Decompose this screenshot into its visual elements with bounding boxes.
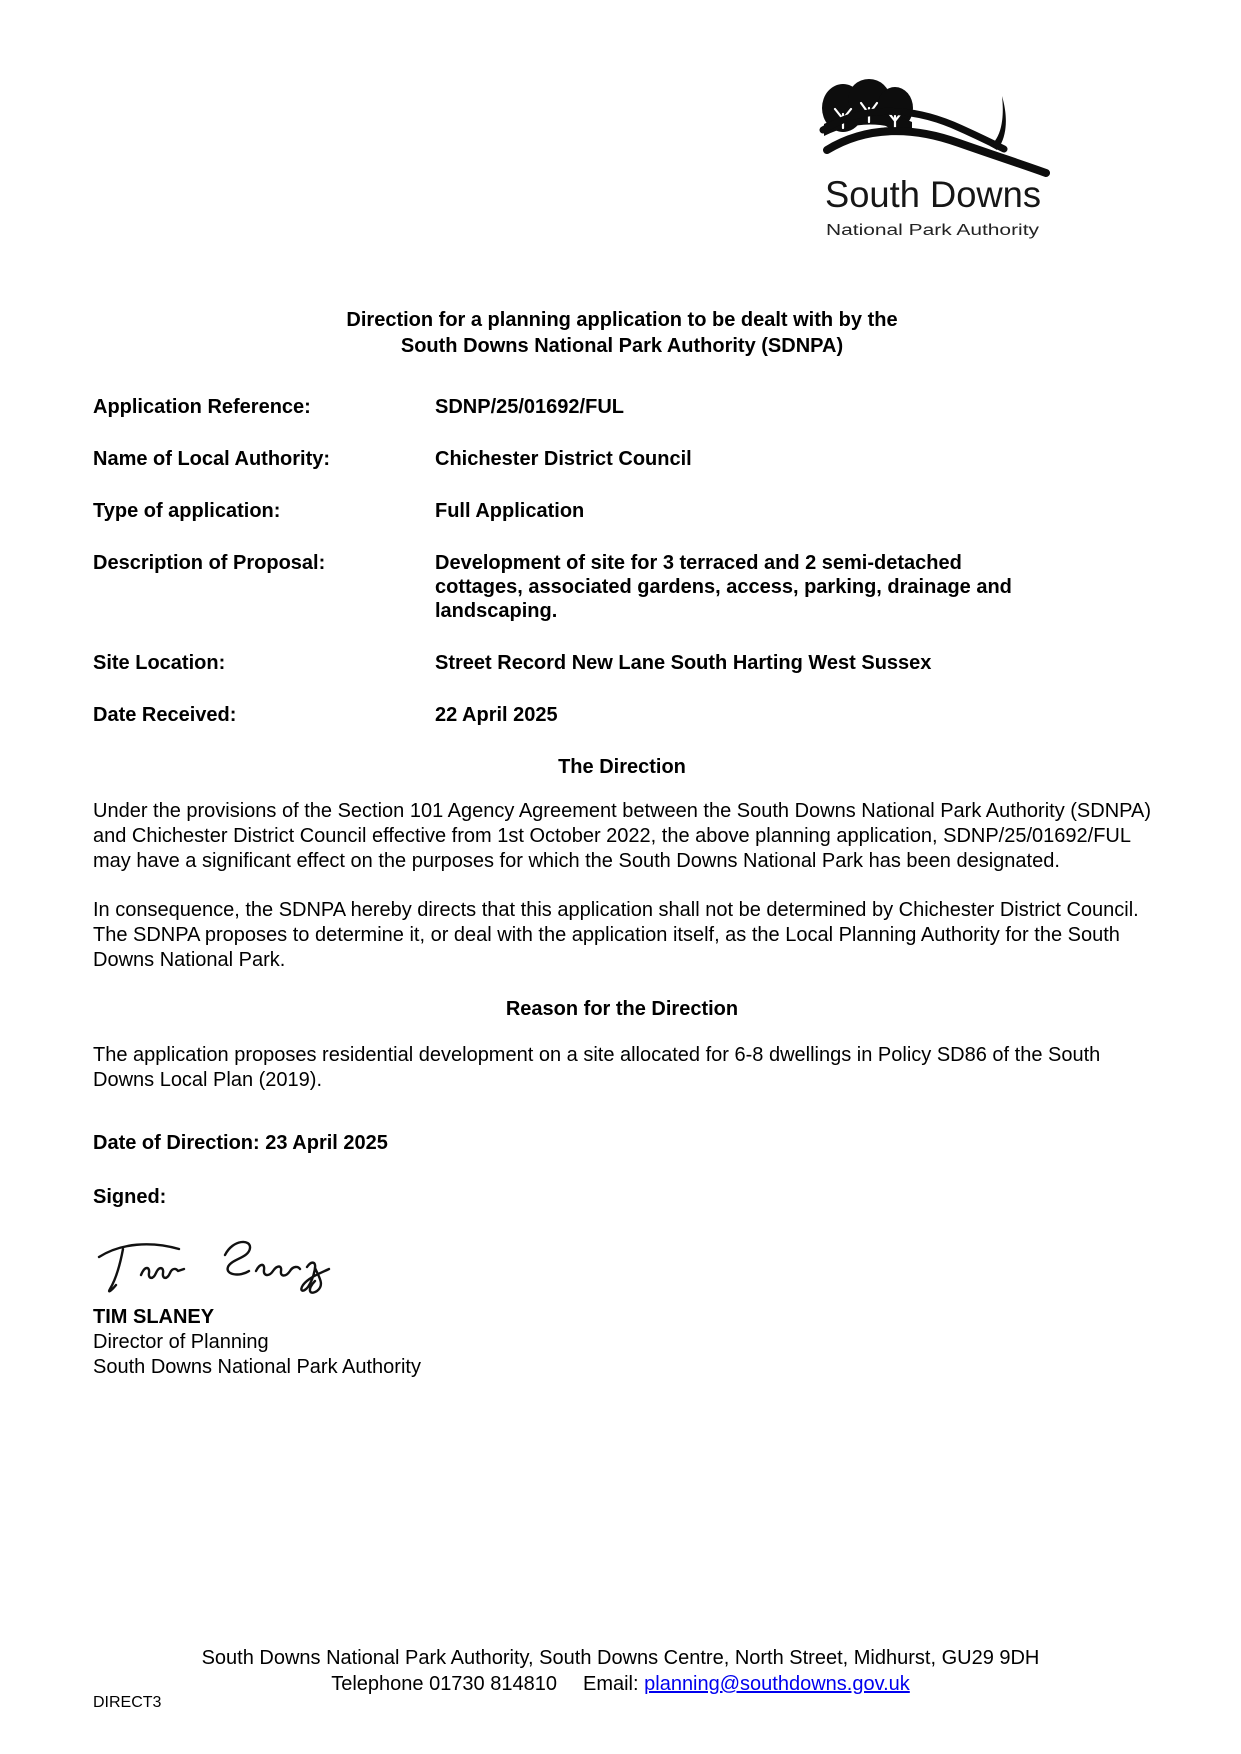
footer-contact	[0, 1672, 1241, 1697]
field-value: SDNP/25/01692/FUL	[435, 396, 624, 418]
field-site-location	[93, 651, 1151, 675]
signature-image	[93, 1235, 343, 1297]
field-value: Full Application	[435, 500, 585, 522]
field-value: Chichester District Council	[435, 448, 692, 470]
footer-email-link[interactable]: planning@southdowns.gov.uk	[644, 1673, 910, 1695]
field-application-reference	[93, 395, 1151, 419]
field-proposal-description	[93, 551, 1151, 623]
document-code: DIRECT3	[93, 1694, 162, 1711]
field-label: Type of application:	[93, 500, 281, 522]
reason-heading: Reason for the Direction	[505, 998, 739, 1020]
field-value: Development of site for 3 terraced and 2 semi-detached cottages, associated gardens, access, parking, drainage and landscaping.	[435, 552, 1012, 622]
direction-paragraph-1: Under the provisions of the Section 101 Agency Agreement between the South Downs National Park Authority (SDNPA) and Chichester District Council effective from 1st October 2022, the above planning application, SDNP/25/01692/FUL may have a significant effect on the purposes for which the South Downs National Park has been designated.	[93, 800, 1151, 872]
date-of-direction: Date of Direction: 23 April 2025	[93, 1132, 388, 1154]
signatory-title: Director of Planning	[93, 1331, 269, 1353]
field-label: Name of Local Authority:	[93, 448, 331, 470]
field-label: Application Reference:	[93, 396, 311, 418]
logo-brand-text: South Downs	[825, 174, 1041, 215]
document-title	[93, 307, 1151, 359]
reason-paragraph: The application proposes residential development on a site allocated for 6-8 dwellings in Policy SD86 of the South Downs Local Plan (2019).	[93, 1044, 1101, 1091]
direction-paragraph-2: In consequence, the SDNPA hereby directs that this application shall not be determined by Chichester District Council. The SDNPA proposes to determine it, or deal with the application itself, as the Local Planning Authority for the South Downs National Park.	[93, 899, 1139, 971]
signed-label: Signed:	[93, 1186, 167, 1208]
signatory-name: TIM SLANEY	[93, 1306, 215, 1328]
field-label: Description of Proposal:	[93, 552, 326, 574]
application-details	[93, 395, 1151, 727]
field-value: Street Record New Lane South Harting West Sussex	[435, 652, 932, 674]
footer-email-label: Email:	[582, 1673, 639, 1695]
document-title-line2: South Downs National Park Authority (SDNPA)	[400, 335, 844, 357]
signatory-organisation: South Downs National Park Authority	[93, 1356, 421, 1378]
field-label: Site Location:	[93, 652, 226, 674]
field-date-received	[93, 703, 1151, 727]
direction-heading: The Direction	[558, 756, 686, 778]
field-local-authority	[93, 447, 1151, 471]
logo-subtitle-text: National Park Authority	[826, 222, 1040, 239]
document-title-line1: Direction for a planning application to be dealt with by the	[346, 309, 898, 331]
field-label: Date Received:	[93, 704, 237, 726]
footer-address: South Downs National Park Authority, South Downs Centre, North Street, Midhurst, GU29 9DH	[201, 1647, 1040, 1669]
footer-telephone: Telephone 01730 814810	[331, 1673, 557, 1695]
field-value: 22 April 2025	[435, 704, 558, 726]
letter-body	[93, 0, 1151, 1380]
field-application-type	[93, 499, 1151, 523]
